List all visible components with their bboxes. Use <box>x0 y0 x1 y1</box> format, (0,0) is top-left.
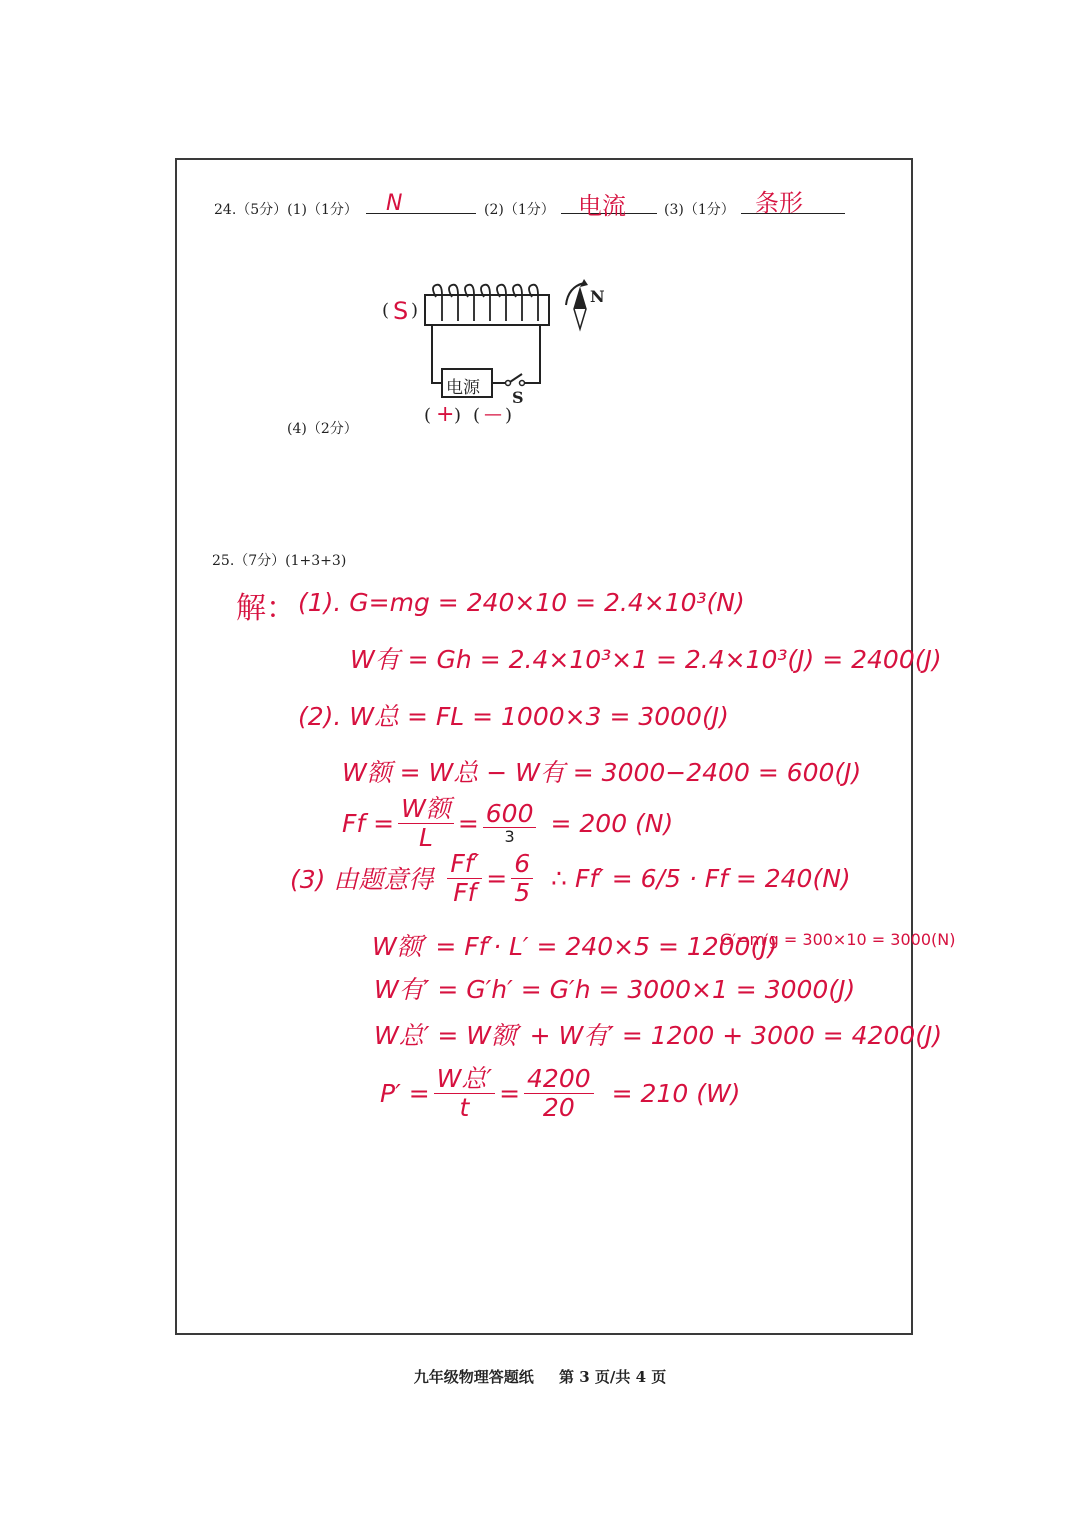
line10-denominator-1: t <box>459 1092 470 1122</box>
wire-left <box>432 325 442 383</box>
line5-left: Ff = <box>342 808 395 838</box>
terminal-minus-paren-close: ) <box>505 405 513 426</box>
solution-label: 解： <box>236 591 296 626</box>
line10-numerator-1: W总′ <box>434 1065 495 1094</box>
terminal-plus-paren-open: ( <box>424 405 432 426</box>
terminal-minus-answer: — <box>484 404 502 425</box>
line10-fraction-1 <box>434 1065 495 1121</box>
solution-line-5 <box>342 795 673 851</box>
q24-part3-label: (3)（1分） <box>664 202 735 218</box>
solution-line-7-side: G′=m′g = 300×10 = 3000(N) <box>720 930 956 949</box>
footer-page-number: 第 3 页/共 4 页 <box>559 1368 667 1386</box>
terminal-plus-paren-close: ) <box>454 405 462 426</box>
line6-numerator-2: 6 <box>511 850 533 879</box>
q24-part2-label: (2)（1分） <box>484 202 555 218</box>
solution-line-2: W有 = Gh = 2.4×10³×1 = 2.4×10³(J) = 2400(J) <box>350 645 942 674</box>
pole-answer-s: S <box>393 297 409 325</box>
line10-left: P′ = <box>380 1078 430 1108</box>
switch-label: S <box>512 388 524 407</box>
q24-answer-2: 电流 <box>578 192 626 220</box>
line5-denominator-1: L <box>418 822 433 852</box>
line5-denominator-2: 3 <box>504 827 515 847</box>
terminal-plus-answer: + <box>436 402 455 427</box>
solution-line-9: W总′ = W额′ + W有′ = 1200 + 3000 = 4200(J) <box>374 1021 943 1050</box>
line6-fraction-1 <box>447 850 482 906</box>
q24-answer-1: N <box>386 191 403 216</box>
compass-needle-north <box>574 289 586 309</box>
q24-answer-3: 条形 <box>755 189 803 217</box>
q24-part4-label: (4)（2分） <box>287 421 358 437</box>
line6-numerator-1: Ff′ <box>447 850 482 879</box>
line6-left: (3) 由题意得 <box>290 865 434 894</box>
wire-right <box>522 325 540 383</box>
pole-paren-close: ) <box>411 300 419 321</box>
line10-numerator-2: 4200 <box>524 1065 594 1094</box>
line10-equals: = <box>499 1078 521 1108</box>
line5-fraction-1 <box>398 795 454 851</box>
solution-line-4: W额 = W总 − W有 = 3000−2400 = 600(J) <box>342 758 862 787</box>
line6-denominator-2: 5 <box>514 877 531 907</box>
line10-right: = 210 (W) <box>611 1078 741 1108</box>
line6-denominator-1: Ff <box>453 877 477 907</box>
line5-right: = 200 (N) <box>550 808 674 838</box>
line5-equals: = <box>457 808 479 838</box>
solution-line-1: (1). G=mg = 240×10 = 2.4×10³(N) <box>298 588 745 617</box>
q25-header: 25.（7分）(1+3+3) <box>212 553 347 569</box>
line10-fraction-2 <box>524 1065 594 1121</box>
solenoid-coil <box>433 285 538 321</box>
terminal-minus-paren-open: ( <box>473 405 481 426</box>
line5-numerator-2: 600 <box>483 800 537 829</box>
line5-fraction-2 <box>483 800 537 846</box>
compass-label-n: N <box>590 287 605 306</box>
solenoid-core <box>425 295 549 325</box>
line6-equals: = <box>486 863 508 893</box>
solution-line-3: (2). W总 = FL = 1000×3 = 3000(J) <box>298 702 729 731</box>
pole-paren-open: ( <box>382 300 390 321</box>
line10-denominator-2: 20 <box>542 1092 575 1122</box>
solution-line-7: W额′ = Ff′· L′ = 240×5 = 1200(J) <box>372 932 778 961</box>
line5-numerator-1: W额 <box>398 795 454 824</box>
solution-line-10 <box>380 1065 740 1121</box>
solution-line-8: W有′ = G′h′ = G′h = 3000×1 = 3000(J) <box>374 975 856 1004</box>
line6-right: ∴ Ff′ = 6/5 · Ff = 240(N) <box>551 863 851 893</box>
q24-blank-1 <box>366 213 476 214</box>
solution-line-6 <box>290 850 851 906</box>
page-footer <box>0 1366 1080 1387</box>
switch-contact-right <box>520 381 525 386</box>
footer-title: 九年级物理答题纸 <box>413 1368 534 1386</box>
power-source-label: 电源 <box>446 378 480 398</box>
q24-header: 24.（5分）(1)（1分） <box>214 202 358 218</box>
line6-fraction-2 <box>511 850 533 906</box>
